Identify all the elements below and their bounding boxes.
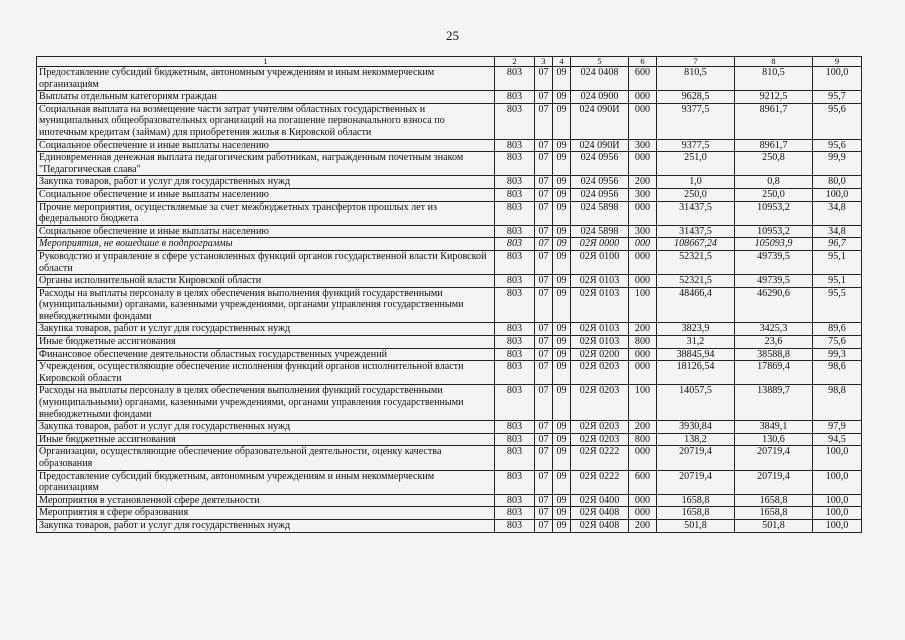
admin-code: 803	[495, 421, 535, 434]
section-code: 07	[535, 225, 553, 238]
subsection-code: 09	[553, 67, 571, 91]
admin-code: 803	[495, 348, 535, 361]
executed-amount: 10953,2	[735, 201, 813, 225]
admin-code: 803	[495, 275, 535, 288]
planned-amount: 9628,5	[657, 91, 735, 104]
execution-percent: 100,0	[813, 67, 862, 91]
section-code: 07	[535, 433, 553, 446]
expense-type-code: 800	[629, 433, 657, 446]
section-code: 07	[535, 238, 553, 251]
expense-type-code: 800	[629, 336, 657, 349]
planned-amount: 9377,5	[657, 103, 735, 139]
admin-code: 803	[495, 446, 535, 470]
admin-code: 803	[495, 433, 535, 446]
expense-type-code: 000	[629, 361, 657, 385]
admin-code: 803	[495, 225, 535, 238]
header-cell: 5	[571, 57, 629, 67]
expense-type-code: 600	[629, 470, 657, 494]
subsection-code: 09	[553, 225, 571, 238]
target-article-code: 02Я 0103	[571, 287, 629, 323]
planned-amount: 1658,8	[657, 507, 735, 520]
section-code: 07	[535, 250, 553, 274]
section-code: 07	[535, 201, 553, 225]
table-row	[37, 201, 862, 225]
execution-percent: 98,8	[813, 385, 862, 421]
target-article-code: 024 0956	[571, 176, 629, 189]
executed-amount: 20719,4	[735, 446, 813, 470]
target-article-code: 02Я 0222	[571, 446, 629, 470]
executed-amount: 9212,5	[735, 91, 813, 104]
row-name: Иные бюджетные ассигнования	[37, 336, 495, 349]
admin-code: 803	[495, 361, 535, 385]
target-article-code: 024 0956	[571, 152, 629, 176]
section-code: 07	[535, 287, 553, 323]
expense-type-code: 300	[629, 139, 657, 152]
subsection-code: 09	[553, 348, 571, 361]
admin-code: 803	[495, 152, 535, 176]
subsection-code: 09	[553, 275, 571, 288]
subsection-code: 09	[553, 336, 571, 349]
target-article-code: 02Я 0103	[571, 275, 629, 288]
executed-amount: 8961,7	[735, 139, 813, 152]
admin-code: 803	[495, 385, 535, 421]
table-row	[37, 421, 862, 434]
header-cell: 6	[629, 57, 657, 67]
planned-amount: 108667,24	[657, 238, 735, 251]
row-name: Расходы на выплаты персоналу в целях обеспечения выполнения функций государственными (муниципальными) органами, казенными учреждениями, органами управления государственными внебюджетными фондами	[37, 287, 495, 323]
section-code: 07	[535, 91, 553, 104]
section-code: 07	[535, 470, 553, 494]
budget-table	[36, 56, 862, 533]
execution-percent: 95,7	[813, 91, 862, 104]
table-row	[37, 176, 862, 189]
executed-amount: 46290,6	[735, 287, 813, 323]
subsection-code: 09	[553, 470, 571, 494]
section-code: 07	[535, 67, 553, 91]
header-cell: 1	[37, 57, 495, 67]
table-row	[37, 323, 862, 336]
table-row	[37, 91, 862, 104]
target-article-code: 02Я 0103	[571, 323, 629, 336]
planned-amount: 138,2	[657, 433, 735, 446]
table-row	[37, 188, 862, 201]
execution-percent: 96,7	[813, 238, 862, 251]
row-name: Мероприятия в установленной сфере деятельности	[37, 494, 495, 507]
subsection-code: 09	[553, 494, 571, 507]
execution-percent: 100,0	[813, 494, 862, 507]
planned-amount: 251,0	[657, 152, 735, 176]
header-cell: 2	[495, 57, 535, 67]
expense-type-code: 100	[629, 385, 657, 421]
section-code: 07	[535, 323, 553, 336]
table-row	[37, 250, 862, 274]
execution-percent: 34,8	[813, 201, 862, 225]
executed-amount: 130,6	[735, 433, 813, 446]
expense-type-code: 200	[629, 421, 657, 434]
section-code: 07	[535, 103, 553, 139]
subsection-code: 09	[553, 446, 571, 470]
execution-percent: 100,0	[813, 519, 862, 532]
admin-code: 803	[495, 103, 535, 139]
planned-amount: 810,5	[657, 67, 735, 91]
section-code: 07	[535, 336, 553, 349]
admin-code: 803	[495, 470, 535, 494]
target-article-code: 02Я 0408	[571, 507, 629, 520]
target-article-code: 02Я 0203	[571, 361, 629, 385]
section-code: 07	[535, 385, 553, 421]
row-name: Организации, осуществляющие обеспечение образовательной деятельности, оценку качества образования	[37, 446, 495, 470]
target-article-code: 02Я 0203	[571, 433, 629, 446]
table-row	[37, 67, 862, 91]
executed-amount: 49739,5	[735, 275, 813, 288]
expense-type-code: 000	[629, 446, 657, 470]
header-cell: 3	[535, 57, 553, 67]
subsection-code: 09	[553, 287, 571, 323]
expense-type-code: 200	[629, 176, 657, 189]
planned-amount: 501,8	[657, 519, 735, 532]
executed-amount: 250,0	[735, 188, 813, 201]
subsection-code: 09	[553, 176, 571, 189]
expense-type-code: 200	[629, 519, 657, 532]
planned-amount: 31437,5	[657, 225, 735, 238]
execution-percent: 95,5	[813, 287, 862, 323]
section-code: 07	[535, 446, 553, 470]
subsection-code: 09	[553, 201, 571, 225]
expense-type-code: 300	[629, 225, 657, 238]
target-article-code: 02Я 0103	[571, 336, 629, 349]
row-name: Закупка товаров, работ и услуг для государственных нужд	[37, 176, 495, 189]
header-cell: 9	[813, 57, 862, 67]
executed-amount: 8961,7	[735, 103, 813, 139]
execution-percent: 94,5	[813, 433, 862, 446]
expense-type-code: 000	[629, 91, 657, 104]
subsection-code: 09	[553, 323, 571, 336]
header-cell: 4	[553, 57, 571, 67]
planned-amount: 20719,4	[657, 446, 735, 470]
expense-type-code: 200	[629, 323, 657, 336]
expense-type-code: 000	[629, 348, 657, 361]
expense-type-code: 000	[629, 494, 657, 507]
executed-amount: 20719,4	[735, 470, 813, 494]
subsection-code: 09	[553, 421, 571, 434]
row-name: Мероприятия в сфере образования	[37, 507, 495, 520]
row-name: Закупка товаров, работ и услуг для государственных нужд	[37, 519, 495, 532]
admin-code: 803	[495, 139, 535, 152]
target-article-code: 02Я 0100	[571, 250, 629, 274]
executed-amount: 1658,8	[735, 494, 813, 507]
admin-code: 803	[495, 201, 535, 225]
row-name: Закупка товаров, работ и услуг для государственных нужд	[37, 323, 495, 336]
planned-amount: 18126,54	[657, 361, 735, 385]
execution-percent: 98,6	[813, 361, 862, 385]
subsection-code: 09	[553, 250, 571, 274]
row-name: Руководство и управление в сфере установленных функций органов государственной власти Кировской области	[37, 250, 495, 274]
section-code: 07	[535, 152, 553, 176]
admin-code: 803	[495, 519, 535, 532]
execution-percent: 100,0	[813, 507, 862, 520]
expense-type-code: 000	[629, 507, 657, 520]
execution-percent: 95,6	[813, 103, 862, 139]
planned-amount: 31,2	[657, 336, 735, 349]
expense-type-code: 000	[629, 103, 657, 139]
table-row	[37, 494, 862, 507]
subsection-code: 09	[553, 385, 571, 421]
table-row	[37, 103, 862, 139]
expense-type-code: 100	[629, 287, 657, 323]
section-code: 07	[535, 519, 553, 532]
row-name: Расходы на выплаты персоналу в целях обеспечения выполнения функций государственными (муниципальными) органами, казенными учреждениями, органами управления государственными внебюджетными фондами	[37, 385, 495, 421]
subsection-code: 09	[553, 519, 571, 532]
row-name: Социальная выплата на возмещение части затрат учителям областных государственных и муниципальных общеобразовательных организаций на погашение первоначального взноса по ипотечным кредитам (займам) для приобретения жилья в Кировской области	[37, 103, 495, 139]
section-code: 07	[535, 494, 553, 507]
row-name: Выплаты отдельным категориям граждан	[37, 91, 495, 104]
target-article-code: 024 090И	[571, 103, 629, 139]
admin-code: 803	[495, 238, 535, 251]
execution-percent: 80,0	[813, 176, 862, 189]
admin-code: 803	[495, 176, 535, 189]
table-row	[37, 519, 862, 532]
row-name: Финансовое обеспечение деятельности областных государственных учреждений	[37, 348, 495, 361]
section-code: 07	[535, 139, 553, 152]
planned-amount: 9377,5	[657, 139, 735, 152]
header-cell: 8	[735, 57, 813, 67]
executed-amount: 3849,1	[735, 421, 813, 434]
executed-amount: 13889,7	[735, 385, 813, 421]
table-row	[37, 225, 862, 238]
executed-amount: 1658,8	[735, 507, 813, 520]
planned-amount: 3823,9	[657, 323, 735, 336]
row-name: Органы исполнительной власти Кировской области	[37, 275, 495, 288]
target-article-code: 02Я 0408	[571, 519, 629, 532]
target-article-code: 024 5898	[571, 225, 629, 238]
executed-amount: 38588,8	[735, 348, 813, 361]
table-row	[37, 275, 862, 288]
execution-percent: 95,6	[813, 139, 862, 152]
admin-code: 803	[495, 336, 535, 349]
executed-amount: 501,8	[735, 519, 813, 532]
subsection-code: 09	[553, 188, 571, 201]
table-row	[37, 139, 862, 152]
table-row	[37, 287, 862, 323]
admin-code: 803	[495, 67, 535, 91]
expense-type-code: 300	[629, 188, 657, 201]
target-article-code: 024 090И	[571, 139, 629, 152]
row-name: Предоставление субсидий бюджетным, автономным учреждениям и иным некоммерческим организациям	[37, 67, 495, 91]
planned-amount: 14057,5	[657, 385, 735, 421]
subsection-code: 09	[553, 152, 571, 176]
target-article-code: 024 0408	[571, 67, 629, 91]
row-name: Социальное обеспечение и иные выплаты населению	[37, 225, 495, 238]
execution-percent: 97,9	[813, 421, 862, 434]
execution-percent: 99,3	[813, 348, 862, 361]
executed-amount: 0,8	[735, 176, 813, 189]
target-article-code: 02Я 0222	[571, 470, 629, 494]
target-article-code: 02Я 0000	[571, 238, 629, 251]
section-code: 07	[535, 176, 553, 189]
expense-type-code: 000	[629, 250, 657, 274]
admin-code: 803	[495, 323, 535, 336]
section-code: 07	[535, 361, 553, 385]
executed-amount: 810,5	[735, 67, 813, 91]
subsection-code: 09	[553, 507, 571, 520]
page-number: 25	[446, 28, 459, 43]
section-code: 07	[535, 507, 553, 520]
target-article-code: 02Я 0203	[571, 421, 629, 434]
row-name: Единовременная денежная выплата педагогическим работникам, награжденным почетным знаком "Педагогическая слава"	[37, 152, 495, 176]
header-cell: 7	[657, 57, 735, 67]
execution-percent: 89,6	[813, 323, 862, 336]
table-row	[37, 470, 862, 494]
target-article-code: 024 0900	[571, 91, 629, 104]
table-row	[37, 507, 862, 520]
table-row	[37, 152, 862, 176]
planned-amount: 20719,4	[657, 470, 735, 494]
row-name: Мероприятия, не вошедшие в подпрограммы	[37, 238, 495, 251]
admin-code: 803	[495, 287, 535, 323]
execution-percent: 99,9	[813, 152, 862, 176]
planned-amount: 38845,94	[657, 348, 735, 361]
table-row	[37, 433, 862, 446]
subsection-code: 09	[553, 91, 571, 104]
section-code: 07	[535, 188, 553, 201]
row-name: Учреждения, осуществляющие обеспечение исполнения функций органов исполнительной власти Кировской области	[37, 361, 495, 385]
table-row	[37, 385, 862, 421]
execution-percent: 95,1	[813, 250, 862, 274]
subsection-code: 09	[553, 238, 571, 251]
executed-amount: 250,8	[735, 152, 813, 176]
subsection-code: 09	[553, 433, 571, 446]
row-name: Закупка товаров, работ и услуг для государственных нужд	[37, 421, 495, 434]
section-code: 07	[535, 421, 553, 434]
header-row	[37, 57, 862, 67]
planned-amount: 31437,5	[657, 201, 735, 225]
row-name: Социальное обеспечение и иные выплаты населению	[37, 139, 495, 152]
executed-amount: 17869,4	[735, 361, 813, 385]
planned-amount: 52321,5	[657, 250, 735, 274]
table-row	[37, 361, 862, 385]
row-name: Социальное обеспечение и иные выплаты населению	[37, 188, 495, 201]
admin-code: 803	[495, 250, 535, 274]
executed-amount: 105093,9	[735, 238, 813, 251]
admin-code: 803	[495, 188, 535, 201]
target-article-code: 024 5898	[571, 201, 629, 225]
admin-code: 803	[495, 91, 535, 104]
executed-amount: 23,6	[735, 336, 813, 349]
subsection-code: 09	[553, 361, 571, 385]
table-row	[37, 238, 862, 251]
table-row	[37, 348, 862, 361]
planned-amount: 1,0	[657, 176, 735, 189]
target-article-code: 02Я 0400	[571, 494, 629, 507]
planned-amount: 3930,84	[657, 421, 735, 434]
executed-amount: 10953,2	[735, 225, 813, 238]
planned-amount: 52321,5	[657, 275, 735, 288]
table-row	[37, 446, 862, 470]
expense-type-code: 000	[629, 152, 657, 176]
subsection-code: 09	[553, 103, 571, 139]
execution-percent: 75,6	[813, 336, 862, 349]
planned-amount: 250,0	[657, 188, 735, 201]
execution-percent: 95,1	[813, 275, 862, 288]
admin-code: 803	[495, 507, 535, 520]
executed-amount: 49739,5	[735, 250, 813, 274]
target-article-code: 024 0956	[571, 188, 629, 201]
expense-type-code: 600	[629, 67, 657, 91]
expense-type-code: 000	[629, 275, 657, 288]
section-code: 07	[535, 348, 553, 361]
planned-amount: 48466,4	[657, 287, 735, 323]
planned-amount: 1658,8	[657, 494, 735, 507]
target-article-code: 02Я 0200	[571, 348, 629, 361]
executed-amount: 3425,3	[735, 323, 813, 336]
execution-percent: 34,8	[813, 225, 862, 238]
row-name: Предоставление субсидий бюджетным, автономным учреждениям и иным некоммерческим организациям	[37, 470, 495, 494]
table-row	[37, 336, 862, 349]
execution-percent: 100,0	[813, 470, 862, 494]
section-code: 07	[535, 275, 553, 288]
execution-percent: 100,0	[813, 446, 862, 470]
expense-type-code: 000	[629, 201, 657, 225]
row-name: Прочие мероприятия, осуществляемые за счет межбюджетных трансфертов прошлых лет из федерального бюджета	[37, 201, 495, 225]
target-article-code: 02Я 0203	[571, 385, 629, 421]
row-name: Иные бюджетные ассигнования	[37, 433, 495, 446]
expense-type-code: 000	[629, 238, 657, 251]
admin-code: 803	[495, 494, 535, 507]
execution-percent: 100,0	[813, 188, 862, 201]
subsection-code: 09	[553, 139, 571, 152]
